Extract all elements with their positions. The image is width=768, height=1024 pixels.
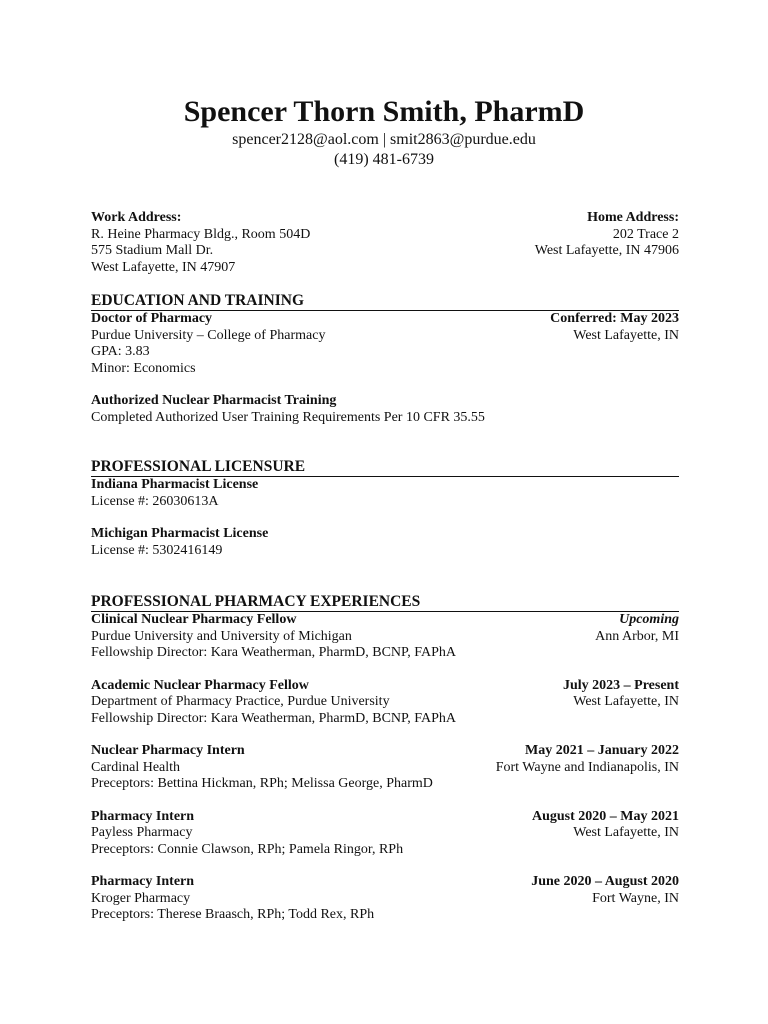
- work-address-line: R. Heine Pharmacy Bldg., Room 504D: [91, 226, 311, 242]
- experience-location: Fort Wayne, IN: [592, 890, 679, 906]
- training-entry: [91, 393, 679, 426]
- experience-org: Purdue University and University of Michigan: [91, 628, 352, 644]
- experience-detail: Fellowship Director: Kara Weatherman, PharmD, BCNP, FAPhA: [91, 710, 457, 726]
- home-address-line: West Lafayette, IN 47906: [534, 243, 679, 258]
- license-number: License #: 5302416149: [91, 542, 223, 558]
- experience-date: July 2023 – Present: [562, 677, 679, 693]
- email-addresses: spencer2128@aol.com | smit2863@purdue.edu: [232, 131, 536, 148]
- degree-school: Purdue University – College of Pharmacy: [91, 327, 326, 343]
- experience-org: Payless Pharmacy: [91, 825, 193, 840]
- address-block: [91, 210, 679, 276]
- section-title: PROFESSIONAL LICENSURE: [91, 458, 679, 477]
- candidate-name: Spencer Thorn Smith, PharmD: [183, 95, 585, 128]
- degree-gpa: GPA: 3.83: [91, 344, 150, 359]
- experience-role: Pharmacy Intern: [91, 874, 195, 889]
- experience-location: West Lafayette, IN: [573, 825, 679, 840]
- experience-entry: [91, 874, 679, 924]
- experience-entry: [91, 743, 679, 793]
- licensure-section: [91, 458, 679, 559]
- training-detail: Completed Authorized User Training Requirements Per 10 CFR 35.55: [91, 409, 485, 425]
- experience-date: June 2020 – August 2020: [531, 874, 679, 889]
- experience-date: Upcoming: [619, 612, 679, 627]
- degree-date: Conferred: May 2023: [550, 311, 679, 326]
- experience-entry: [91, 678, 679, 728]
- degree-location: West Lafayette, IN: [573, 327, 679, 343]
- section-title: PROFESSIONAL PHARMACY EXPERIENCES: [91, 593, 679, 612]
- experience-detail: Fellowship Director: Kara Weatherman, PharmD, BCNP, FAPhA: [91, 645, 457, 660]
- experience-detail: Preceptors: Therese Braasch, RPh; Todd Rex, RPh: [91, 907, 375, 922]
- experience-role: Nuclear Pharmacy Intern: [91, 743, 245, 758]
- experience-section: [91, 593, 679, 924]
- work-address-label: Work Address:: [91, 210, 182, 225]
- experience-org: Cardinal Health: [91, 759, 181, 775]
- experience-entry: [91, 612, 679, 662]
- degree-minor: Minor: Economics: [91, 360, 196, 376]
- license-title: Indiana Pharmacist License: [91, 477, 259, 492]
- degree-entry: [91, 311, 679, 377]
- experience-org: Kroger Pharmacy: [91, 890, 191, 906]
- section-title: EDUCATION AND TRAINING: [91, 292, 679, 311]
- experience-location: Fort Wayne and Indianapolis, IN: [495, 759, 679, 775]
- experience-entry: [91, 809, 679, 859]
- experience-role: Clinical Nuclear Pharmacy Fellow: [91, 612, 297, 627]
- work-address-line: 575 Stadium Mall Dr.: [91, 243, 214, 258]
- experience-role: Pharmacy Intern: [91, 808, 195, 824]
- education-section: [91, 292, 679, 426]
- experience-org: Department of Pharmacy Practice, Purdue University: [91, 694, 390, 709]
- home-address-line: 202 Trace 2: [612, 226, 679, 242]
- phone-number: (419) 481-6739: [334, 151, 434, 168]
- resume-header: [0, 94, 768, 170]
- resume-body: [91, 210, 679, 940]
- license-entry: [91, 477, 679, 510]
- license-entry: [91, 526, 679, 559]
- work-address: [91, 210, 310, 276]
- experience-date: May 2021 – January 2022: [525, 743, 679, 758]
- work-address-line: West Lafayette, IN 47907: [91, 259, 236, 275]
- license-number: License #: 26030613A: [91, 493, 219, 509]
- home-address-label: Home Address:: [587, 210, 679, 225]
- experience-role: Academic Nuclear Pharmacy Fellow: [91, 677, 309, 693]
- experience-detail: Preceptors: Connie Clawson, RPh; Pamela Ringor, RPh: [91, 841, 404, 857]
- experience-date: August 2020 – May 2021: [531, 808, 679, 824]
- experience-location: West Lafayette, IN: [573, 694, 679, 709]
- training-title: Authorized Nuclear Pharmacist Training: [91, 393, 337, 408]
- experience-detail: Preceptors: Bettina Hickman, RPh; Melissa George, PharmD: [91, 776, 433, 791]
- home-address: [535, 210, 679, 276]
- experience-location: Ann Arbor, MI: [595, 628, 679, 644]
- license-title: Michigan Pharmacist License: [91, 526, 269, 541]
- degree-title: Doctor of Pharmacy: [91, 311, 213, 326]
